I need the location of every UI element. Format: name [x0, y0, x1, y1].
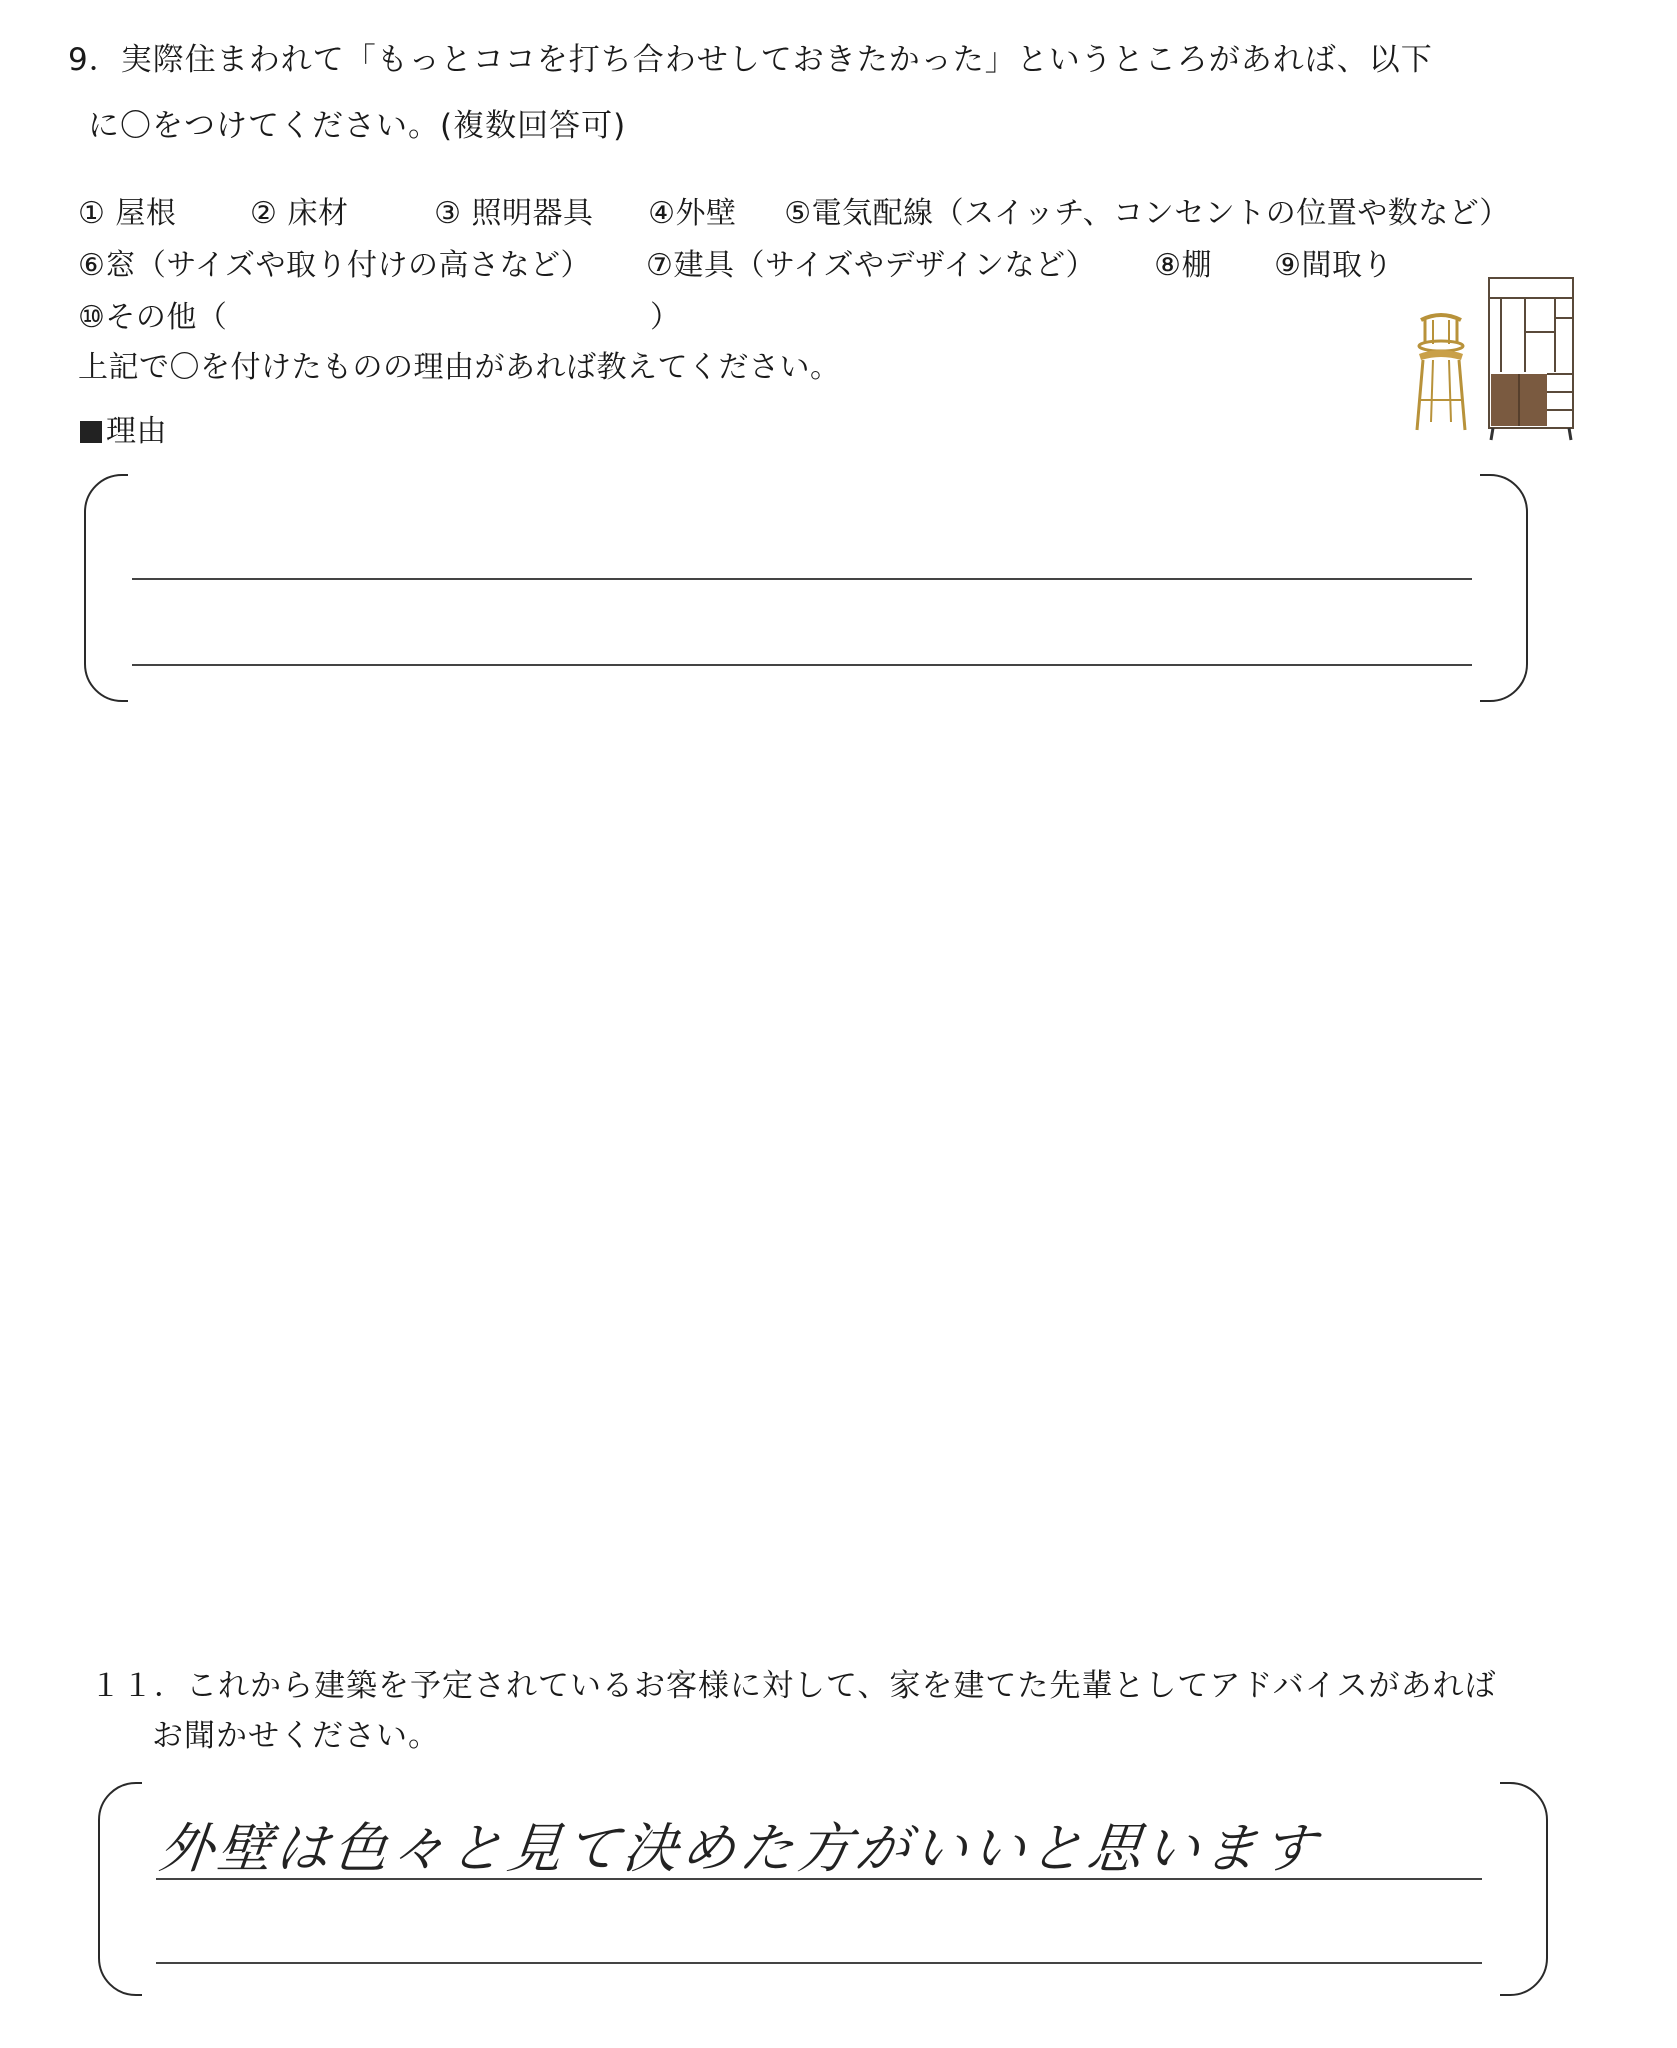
- cabinet-icon: [1489, 278, 1573, 440]
- q11-answer-line-1[interactable]: [156, 1878, 1482, 1880]
- option-other[interactable]: ⑩その他（: [78, 300, 228, 335]
- option-roof[interactable]: ① 屋根: [78, 196, 177, 231]
- q11-handwritten-answer: 外壁は色々と見て決めた方がいいと思います: [156, 1817, 1323, 1880]
- q11-line1: １１．これから建築を予定されているお客様に対して、家を建てた先輩としてアドバイスがあれば: [90, 1668, 1497, 1704]
- q9-options-row2: [78, 240, 1393, 284]
- q11-answer-line-2[interactable]: [156, 1962, 1482, 1964]
- q9-options-row1: [78, 188, 1510, 232]
- q9-line1: 9．実際住まわれて「もっとココを打ち合わせしておきたかった」というところがあれば、以下: [68, 42, 1433, 78]
- option-wiring[interactable]: ⑤電気配線（スイッチ、コンセントの位置や数など）: [784, 196, 1510, 231]
- option-floor-plan[interactable]: ⑨間取り: [1274, 248, 1394, 283]
- q9-reason-heading: [80, 406, 167, 450]
- q9-reason-prompt: 上記で〇を付けたものの理由があれば教えてください。: [78, 350, 841, 385]
- chair-icon: [1417, 315, 1465, 430]
- option-lighting[interactable]: ③ 照明器具: [434, 196, 594, 231]
- option-other-close: ）: [650, 300, 681, 335]
- q9-other-row: [78, 292, 681, 336]
- q11-line2: お聞かせください。: [152, 1718, 440, 1754]
- chair-cabinet-illustration: [1405, 272, 1585, 452]
- option-floor[interactable]: ② 床材: [250, 196, 349, 231]
- q9-answer-line-2[interactable]: [132, 664, 1472, 666]
- option-exterior-wall[interactable]: ④外壁: [648, 196, 737, 231]
- reason-heading-text: 理由: [106, 414, 167, 449]
- q9-answer-line-1[interactable]: [132, 578, 1472, 580]
- q9-answer-box[interactable]: [84, 474, 1528, 702]
- option-fittings[interactable]: ⑦建具（サイズやデザインなど）: [646, 248, 1096, 283]
- option-shelf[interactable]: ⑧棚: [1154, 248, 1212, 283]
- q9-line2: に〇をつけてください。(複数回答可): [88, 108, 627, 144]
- option-window[interactable]: ⑥窓（サイズや取り付けの高さなど）: [78, 248, 591, 283]
- square-bullet-icon: [80, 421, 102, 443]
